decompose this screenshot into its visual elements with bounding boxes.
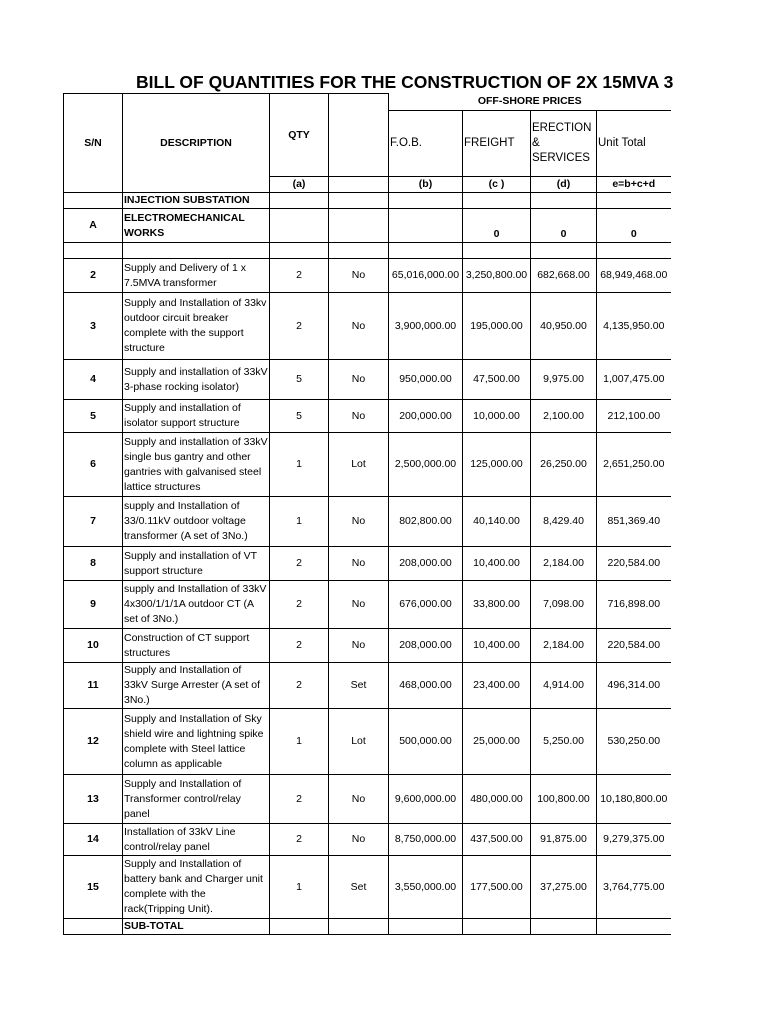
empty-cell (389, 193, 463, 209)
code-qty: (a) (270, 177, 329, 193)
empty-cell (329, 243, 389, 259)
row-unit-total: 10,180,800.00 (597, 775, 671, 824)
row-qty: 5 (270, 360, 329, 400)
row-freight: 23,400.00 (463, 663, 531, 709)
header-description: DESCRIPTION (123, 94, 270, 193)
header-row-group (64, 94, 671, 111)
row-qty: 5 (270, 400, 329, 433)
row-qty: 2 (270, 547, 329, 581)
row-fob: 65,016,000.00 (389, 259, 463, 293)
row-unit-total: 212,100.00 (597, 400, 671, 433)
row-unit: No (329, 259, 389, 293)
row-erection: 682,668.00 (531, 259, 597, 293)
row-unit-total: 1,007,475.00 (597, 360, 671, 400)
empty-cell (389, 243, 463, 259)
row-qty: 1 (270, 497, 329, 547)
row-erection: 2,100.00 (531, 400, 597, 433)
row-unit-total: 2,651,250.00 (597, 433, 671, 497)
row-description: Supply and installation of isolator support structure (123, 400, 270, 433)
row-freight: 10,000.00 (463, 400, 531, 433)
table-row (64, 547, 671, 581)
row-freight: 33,800.00 (463, 581, 531, 629)
row-unit: Set (329, 663, 389, 709)
table-row (64, 629, 671, 663)
code-total: e=b+c+d (597, 177, 671, 193)
table-row (64, 581, 671, 629)
empty-cell (531, 243, 597, 259)
empty-cell (329, 919, 389, 935)
row-unit: No (329, 497, 389, 547)
row-fob: 9,600,000.00 (389, 775, 463, 824)
row-unit-total: 4,135,950.00 (597, 293, 671, 360)
row-erection: 2,184.00 (531, 547, 597, 581)
row-fob: 802,800.00 (389, 497, 463, 547)
table-row (64, 293, 671, 360)
row-fob: 3,550,000.00 (389, 856, 463, 919)
empty-cell (123, 243, 270, 259)
row-fob: 3,900,000.00 (389, 293, 463, 360)
row-sn: 13 (64, 775, 123, 824)
spacer-row (64, 243, 671, 259)
row-unit: Lot (329, 433, 389, 497)
row-fob: 8,750,000.00 (389, 824, 463, 856)
row-unit-total: 220,584.00 (597, 629, 671, 663)
header-sn: S/N (64, 94, 123, 193)
empty-cell (270, 193, 329, 209)
table-row (64, 259, 671, 293)
row-unit: Lot (329, 709, 389, 775)
header-fob: F.O.B. (389, 111, 463, 177)
row-description: Supply and installation of VT support structure (123, 547, 270, 581)
section-a-sn: A (64, 209, 123, 243)
row-sn: 2 (64, 259, 123, 293)
row-unit: No (329, 824, 389, 856)
row-erection: 26,250.00 (531, 433, 597, 497)
row-unit: No (329, 400, 389, 433)
row-sn: 10 (64, 629, 123, 663)
row-freight: 177,500.00 (463, 856, 531, 919)
row-description: Supply and Installation of 33kv outdoor circuit breaker complete with the support structure (123, 293, 270, 360)
row-freight: 480,000.00 (463, 775, 531, 824)
row-fob: 500,000.00 (389, 709, 463, 775)
header-offshore-prices: OFF-SHORE PRICES (389, 94, 671, 111)
row-erection: 2,184.00 (531, 629, 597, 663)
row-sn: 4 (64, 360, 123, 400)
empty-cell (597, 193, 671, 209)
row-fob: 208,000.00 (389, 547, 463, 581)
row-fob: 950,000.00 (389, 360, 463, 400)
row-qty: 1 (270, 433, 329, 497)
row-sn: 15 (64, 856, 123, 919)
row-unit: Set (329, 856, 389, 919)
section-a-row (64, 209, 671, 243)
row-description: Supply and installation of 33kV 3-phase rocking isolator) (123, 360, 270, 400)
table-row (64, 663, 671, 709)
row-unit-total: 496,314.00 (597, 663, 671, 709)
row-qty: 2 (270, 663, 329, 709)
row-freight: 125,000.00 (463, 433, 531, 497)
row-fob: 208,000.00 (389, 629, 463, 663)
row-qty: 1 (270, 856, 329, 919)
row-fob: 676,000.00 (389, 581, 463, 629)
empty-cell (463, 919, 531, 935)
row-description: Supply and Installation of battery bank and Charger unit complete with the rack(Tripping Unit). (123, 856, 270, 919)
row-erection: 8,429.40 (531, 497, 597, 547)
table-row (64, 360, 671, 400)
row-description: Supply and Installation of Sky shield wire and lightning spike complete with Steel lattice column as applicable (123, 709, 270, 775)
row-unit-total: 851,369.40 (597, 497, 671, 547)
section-a-freight: 0 (463, 209, 531, 243)
row-unit-total: 68,949,468.00 (597, 259, 671, 293)
empty-cell (531, 919, 597, 935)
header-qty: QTY (270, 94, 329, 177)
row-freight: 40,140.00 (463, 497, 531, 547)
row-description: Supply and Delivery of 1 x 7.5MVA transformer (123, 259, 270, 293)
row-qty: 2 (270, 293, 329, 360)
section-a-erection: 0 (531, 209, 597, 243)
row-qty: 2 (270, 259, 329, 293)
subtotal-row (64, 919, 671, 935)
empty-cell (463, 243, 531, 259)
row-freight: 10,400.00 (463, 547, 531, 581)
table-row (64, 824, 671, 856)
empty-cell (531, 193, 597, 209)
section-heading: INJECTION SUBSTATION (123, 193, 270, 209)
header-erection: ERECTION & SERVICES (531, 111, 597, 177)
row-sn: 7 (64, 497, 123, 547)
empty-cell (270, 209, 329, 243)
table-row (64, 709, 671, 775)
empty-cell (64, 243, 123, 259)
row-description: Installation of 33kV Line control/relay panel (123, 824, 270, 856)
row-sn: 3 (64, 293, 123, 360)
row-unit: No (329, 775, 389, 824)
section-a-total: 0 (597, 209, 671, 243)
code-unit (329, 177, 389, 193)
empty-cell (270, 243, 329, 259)
row-fob: 200,000.00 (389, 400, 463, 433)
row-erection: 5,250.00 (531, 709, 597, 775)
code-freight: (c ) (463, 177, 531, 193)
empty-cell (64, 193, 123, 209)
row-sn: 8 (64, 547, 123, 581)
row-unit: No (329, 293, 389, 360)
row-unit-total: 9,279,375.00 (597, 824, 671, 856)
row-description: Supply and Installation of 33kV Surge Arrester (A set of 3No.) (123, 663, 270, 709)
row-unit-total: 220,584.00 (597, 547, 671, 581)
table-row (64, 400, 671, 433)
row-freight: 3,250,800.00 (463, 259, 531, 293)
row-unit-total: 716,898.00 (597, 581, 671, 629)
row-qty: 2 (270, 824, 329, 856)
row-description: Supply and Installation of Transformer control/relay panel (123, 775, 270, 824)
empty-cell (597, 243, 671, 259)
code-erection: (d) (531, 177, 597, 193)
row-erection: 9,975.00 (531, 360, 597, 400)
row-qty: 2 (270, 629, 329, 663)
empty-cell (389, 209, 463, 243)
row-freight: 10,400.00 (463, 629, 531, 663)
row-freight: 195,000.00 (463, 293, 531, 360)
row-sn: 14 (64, 824, 123, 856)
row-unit: No (329, 547, 389, 581)
row-unit-total: 530,250.00 (597, 709, 671, 775)
table-row (64, 433, 671, 497)
row-qty: 2 (270, 775, 329, 824)
row-erection: 7,098.00 (531, 581, 597, 629)
empty-cell (597, 919, 671, 935)
row-fob: 468,000.00 (389, 663, 463, 709)
code-fob: (b) (389, 177, 463, 193)
subtotal-label: SUB-TOTAL (123, 919, 270, 935)
row-description: Construction of CT support structures (123, 629, 270, 663)
row-erection: 4,914.00 (531, 663, 597, 709)
row-freight: 47,500.00 (463, 360, 531, 400)
row-unit: No (329, 360, 389, 400)
header-unit (329, 94, 389, 177)
row-sn: 12 (64, 709, 123, 775)
table-body (64, 94, 671, 935)
row-fob: 2,500,000.00 (389, 433, 463, 497)
row-qty: 2 (270, 581, 329, 629)
document-title: BILL OF QUANTITIES FOR THE CONSTRUCTION OF 2X 15MVA 3 (136, 72, 674, 92)
row-freight: 25,000.00 (463, 709, 531, 775)
empty-cell (270, 919, 329, 935)
row-erection: 40,950.00 (531, 293, 597, 360)
row-qty: 1 (270, 709, 329, 775)
bill-of-quantities-table (63, 93, 671, 935)
row-sn: 9 (64, 581, 123, 629)
row-unit: No (329, 581, 389, 629)
empty-cell (64, 919, 123, 935)
row-erection: 37,275.00 (531, 856, 597, 919)
row-sn: 11 (64, 663, 123, 709)
row-erection: 91,875.00 (531, 824, 597, 856)
empty-cell (463, 193, 531, 209)
table-row (64, 775, 671, 824)
row-description: Supply and installation of 33kV single bus gantry and other gantries with galvanised steel lattice structures (123, 433, 270, 497)
header-freight: FREIGHT (463, 111, 531, 177)
header-unit-total: Unit Total (597, 111, 671, 177)
row-erection: 100,800.00 (531, 775, 597, 824)
row-sn: 6 (64, 433, 123, 497)
row-description: supply and Installation of 33/0.11kV outdoor voltage transformer (A set of 3No.) (123, 497, 270, 547)
empty-cell (389, 919, 463, 935)
table-row (64, 856, 671, 919)
row-unit: No (329, 629, 389, 663)
section-a-description: ELECTROMECHANICAL WORKS (123, 209, 270, 243)
row-freight: 437,500.00 (463, 824, 531, 856)
table-row (64, 497, 671, 547)
row-description: supply and Installation of 33kV 4x300/1/1/1A outdoor CT (A set of 3No.) (123, 581, 270, 629)
row-sn: 5 (64, 400, 123, 433)
row-unit-total: 3,764,775.00 (597, 856, 671, 919)
empty-cell (329, 209, 389, 243)
empty-cell (329, 193, 389, 209)
section-heading-row (64, 193, 671, 209)
